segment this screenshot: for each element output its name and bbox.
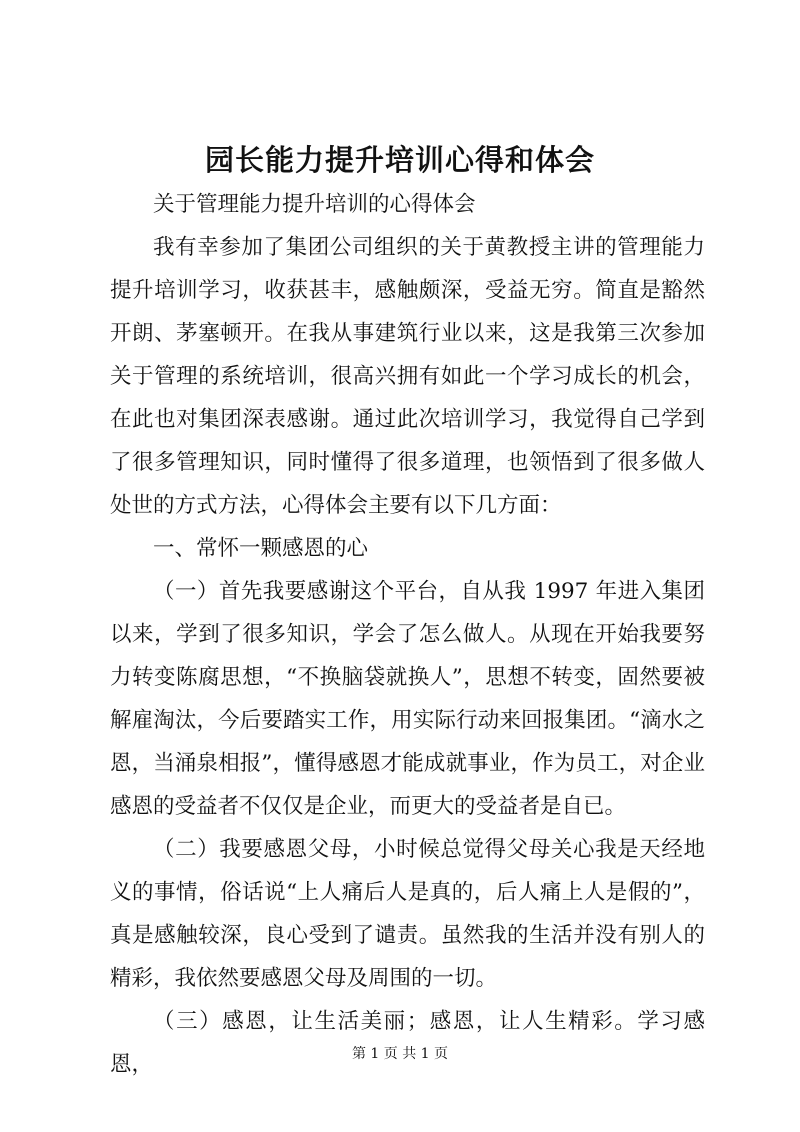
intro-paragraph: 我有幸参加了集团公司组织的关于黄教授主讲的管理能力提升培训学习，收获甚丰，感触颇深，受益无穷。简直是豁然开朗、茅塞顿开。在我从事建筑行业以来，这是我第三次参加关于管理的系统培训，很高兴拥有如此一个学习成长的机会，在此也对集团深表感谢。通过此次培训学习，我觉得自己学到了很多管理知识，同时懂得了很多道理，也领悟到了很多做人处世的方式方法，心得体会主要有以下几方面： — [110, 235, 705, 518]
document-body — [110, 183, 705, 1086]
point-three-paragraph: （三）感恩，让生活美丽；感恩，让人生精彩。学习感恩， — [110, 1009, 705, 1077]
page-footer: 第 1 页 共 1 页 — [351, 1046, 449, 1062]
point-two-paragraph: （二）我要感恩父母，小时候总觉得父母关心我是天经地义的事情，俗话说“上人痛后人是真的，后人痛上人是假的”，真是感触较深，良心受到了谴责。虽然我的生活并没有别人的精彩，我依然要感恩父母及周围的一切。 — [110, 837, 705, 991]
subtitle-paragraph: 关于管理能力提升培训的心得体会 — [153, 192, 476, 217]
section-heading: 一、常怀一颗感恩的心 — [153, 536, 369, 561]
point-one-paragraph: （一）首先我要感谢这个平台，自从我 1997 年进入集团以来，学到了很多知识，学会了怎么做人。从现在开始我要努力转变陈腐思想，“不换脑袋就换人”，思想不转变，固然要被解雇淘汰，今后要踏实工作，用实际行动来回报集团。“滴水之恩，当涌泉相报”，懂得感恩才能成就事业，作为员工，对企业感恩的受益者不仅仅是企业，而更大的受益者是自已。 — [110, 579, 705, 819]
document-title: 园长能力提升培训心得和体会 — [204, 143, 595, 177]
